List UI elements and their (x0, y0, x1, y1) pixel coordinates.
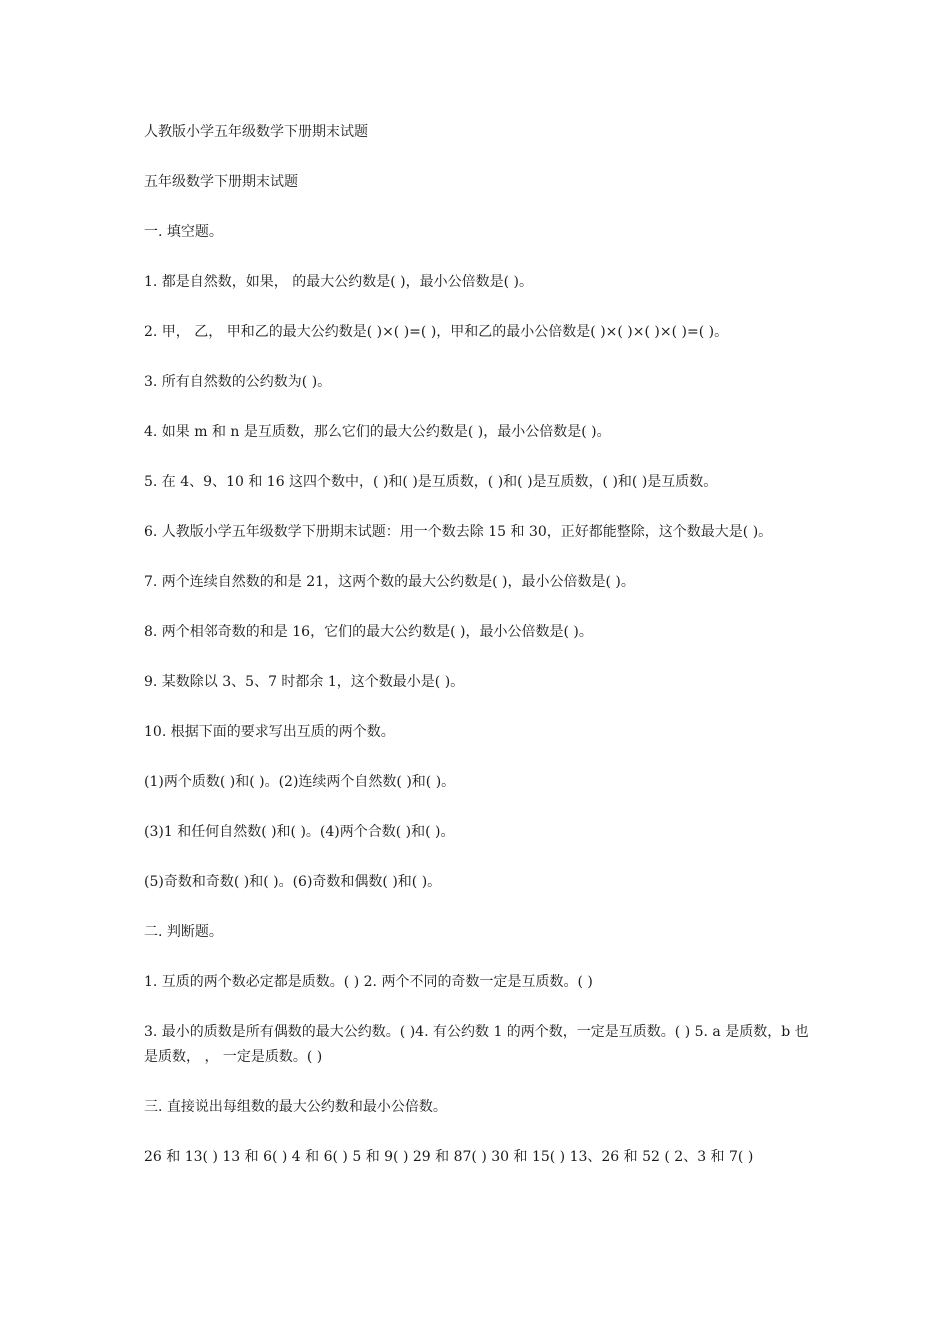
document-subtitle: 五年级数学下册期末试题 (144, 174, 298, 190)
question-7: 7. 两个连续自然数的和是 21，这两个数的最大公约数是( )，最小公倍数是( )。 (144, 574, 635, 590)
judgement-line-1: 1. 互质的两个数必定都是质数。( ) 2. 两个不同的奇数一定是互质数。( ) (144, 974, 593, 990)
gcd-lcm-pairs: 26 和 13( ) 13 和 6( ) 4 和 6( ) 5 和 9( ) 29 和 87( ) 30 和 15( ) 13、26 和 52 ( 2、3 和 7( ) (144, 1149, 754, 1165)
section-heading-fill-in: 一. 填空题。 (144, 224, 223, 240)
question-10-part-3-4: (3)1 和任何自然数( )和( )。(4)两个合数( )和( )。 (144, 824, 455, 840)
document-title: 人教版小学五年级数学下册期末试题 (144, 124, 368, 140)
question-5: 5. 在 4、9、10 和 16 这四个数中，( )和( )是互质数，( )和( )是互质数，( )和( )是互质数。 (144, 474, 718, 490)
section-heading-true-false: 二. 判断题。 (144, 924, 223, 940)
section-heading-gcd-lcm: 三. 直接说出每组数的最大公约数和最小公倍数。 (144, 1099, 447, 1115)
question-9: 9. 某数除以 3、5、7 时都余 1，这个数最小是( )。 (144, 674, 465, 690)
question-10: 10. 根据下面的要求写出互质的两个数。 (144, 724, 395, 740)
question-10-part-5-6: (5)奇数和奇数( )和( )。(6)奇数和偶数( )和( )。 (144, 874, 442, 890)
question-2: 2. 甲， 乙， 甲和乙的最大公约数是( )×( )=( )，甲和乙的最小公倍数是( )×( )×( )×( )=( )。 (144, 324, 729, 340)
question-1: 1. 都是自然数，如果， 的最大公约数是( )，最小公倍数是( )。 (144, 274, 534, 290)
question-8: 8. 两个相邻奇数的和是 16，它们的最大公约数是( )，最小公倍数是( )。 (144, 624, 593, 640)
judgement-line-2: 3. 最小的质数是所有偶数的最大公约数。( )4. 有公约数 1 的两个数，一定是互质数。( ) 5. a 是质数，b 也是质数， ， 一定是质数。( ) (144, 1024, 809, 1065)
document-body (144, 120, 810, 1195)
question-4: 4. 如果 m 和 n 是互质数，那么它们的最大公约数是( )，最小公倍数是( )。 (144, 424, 611, 440)
question-6: 6. 人教版小学五年级数学下册期末试题：用一个数去除 15 和 30，正好都能整除，这个数最大是( )。 (144, 524, 773, 540)
question-3: 3. 所有自然数的公约数为( )。 (144, 374, 332, 390)
question-10-part-1-2: (1)两个质数( )和( )。(2)连续两个自然数( )和( )。 (144, 774, 456, 790)
